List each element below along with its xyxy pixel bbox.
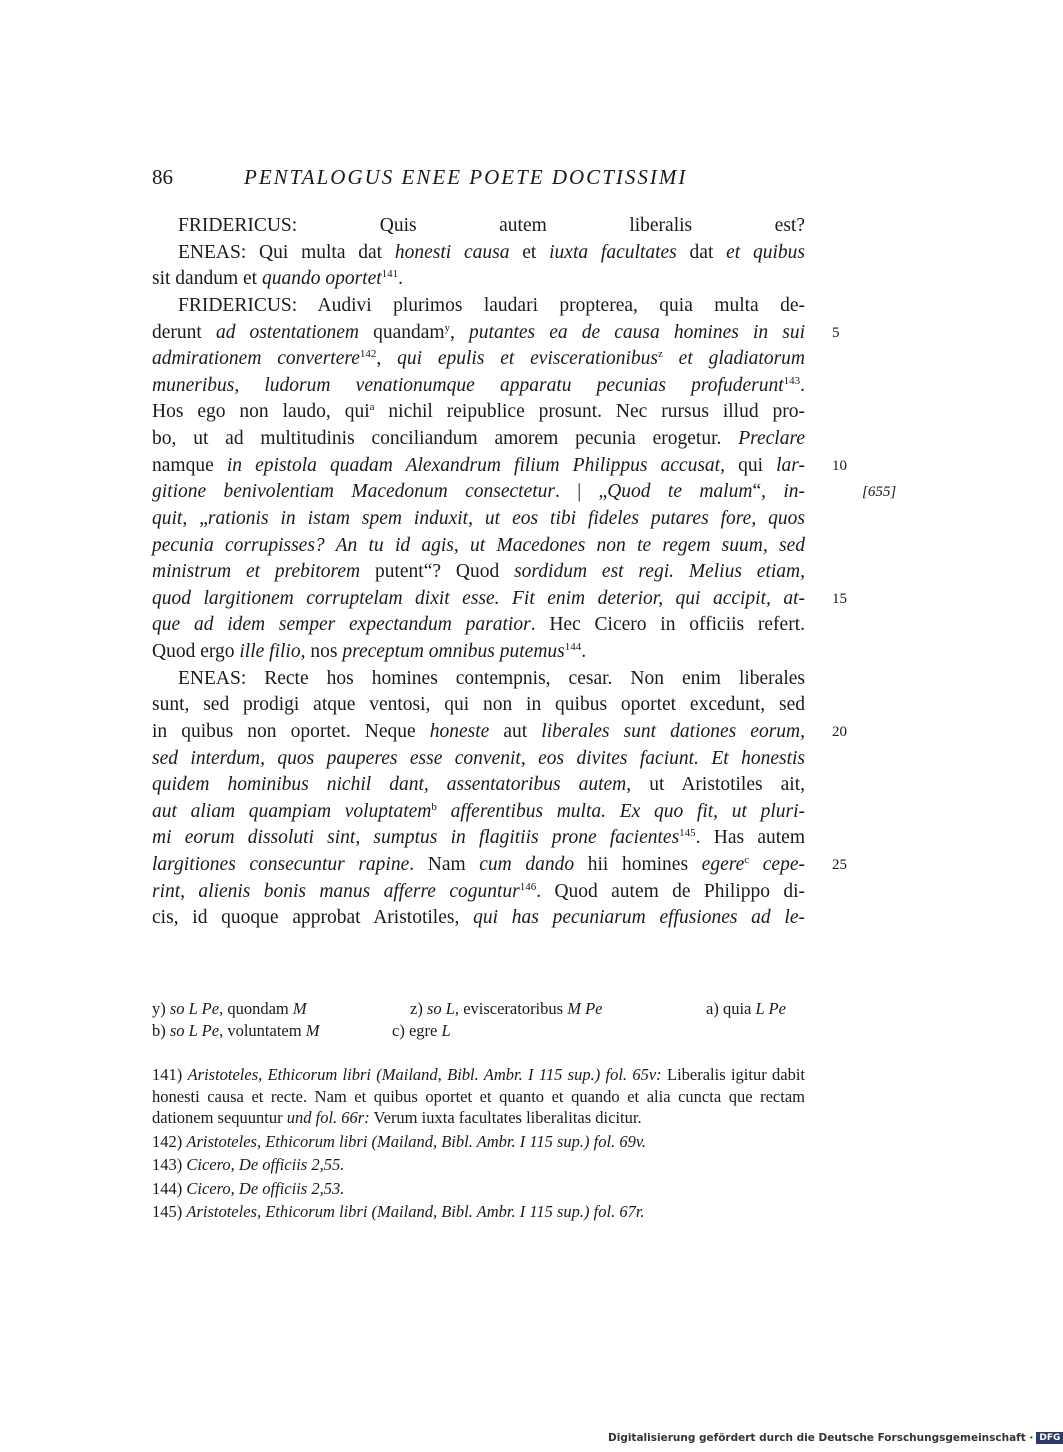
page-number: 86 <box>152 165 173 189</box>
text-line: mi eorum dissoluti sint, sumptus in flagitiis prone facientes$^{145}$. Has autem <box>152 827 805 849</box>
text-line: largitiones consecuntur rapine. Nam cum dando hii homines egere$^c$ cepe- <box>152 854 805 875</box>
text-line: quidem hominibus nichil dant, assentatoribus autem, ut Aristotiles ait, <box>152 774 805 796</box>
running-title: PENTALOGUS ENEE POETE DOCTISSIMI <box>244 165 688 189</box>
text-line: sed interdum, quos pauperes esse convenit, eos divites faciunt. Et honestis <box>152 747 805 769</box>
text-line: sit dandum et quando oportet$^{141}$. <box>152 268 404 290</box>
apparatus-entry: z) so L, evisceratoribus M Pe <box>410 999 603 1018</box>
text-line: derunt ad ostentationem quandam$^y$, putantes ea de causa homines in sui <box>152 321 805 343</box>
footnote: 141) Aristoteles, Ethicorum libri (Mailand, Bibl. Ambr. I 115 sup.) fol. 65v: Liberalis igitur dabit honesti causa et recte. Nam et quibus oportet et quanto et quando et alia cuncta que rectam dationem sequuntur und fol. 66r: Verum iuxta facultates liberalitas dicitur. <box>152 1065 805 1127</box>
text-line: ENEAS: Qui multa dat honesti causa et iuxta facultates dat et quibus <box>178 241 806 263</box>
funding-credit <box>608 1432 1063 1444</box>
text-line: Quod ergo ille filio, nos preceptum omnibus putemus$^{144}$. <box>152 641 587 662</box>
footnotes <box>152 1064 805 1225</box>
text-line: Hos ego non laudo, qui$^a$ nichil reipublice prosunt. Nec rursus illud pro- <box>152 401 805 423</box>
text-line: quod largitionem corruptelam dixit esse. Fit enim deterior, qui accipit, at- <box>152 587 805 609</box>
critical-apparatus <box>152 998 805 1042</box>
text-line: que ad idem semper expectandum paratior. Hec Cicero in officiis refert. <box>152 614 805 636</box>
text-line: FRIDERICUS: Audivi plurimos laudari propterea, quia multa de- <box>178 294 805 316</box>
text-line: FRIDERICUS: Quis autem liberalis est? <box>178 215 805 236</box>
apparatus-row <box>152 1020 805 1042</box>
line-number: 15 <box>832 591 847 607</box>
apparatus-row <box>152 998 805 1020</box>
folio-marker: [655] <box>862 484 897 501</box>
text-line: sunt, sed prodigi atque ventosi, qui non in quibus oportet excedunt, sed <box>152 694 805 716</box>
footnote: 144) Cicero, De officiis 2,53. <box>152 1178 345 1198</box>
apparatus-entry: a) quia L Pe <box>706 999 786 1018</box>
text-line: muneribus, ludorum venationumque apparatu pecunias profuderunt$^{143}$. <box>152 374 805 396</box>
credit-text: Digitalisierung gefördert durch die Deutsche Forschungsgemeinschaft · <box>608 1432 1034 1444</box>
text-line: rint, alienis bonis manus afferre coguntur$^{146}$. Quod autem de Philippo di- <box>152 880 805 902</box>
line-number: 10 <box>832 457 847 474</box>
text-line: namque in epistola quadam Alexandrum filium Philippus accusat, qui lar- <box>152 454 806 476</box>
text-line: pecunia corrupisses? An tu id agis, ut Macedones non te regem suum, sed <box>152 534 805 556</box>
text-line: aut aliam quampiam voluptatem$^b$ afferentibus multa. Ex quo fit, ut pluri- <box>152 800 805 822</box>
apparatus-entry: y) so L Pe, quondam M <box>152 999 307 1018</box>
line-number: 5 <box>832 324 840 341</box>
text-line: ministrum et prebitorem putent“? Quod sordidum est regi. Melius etiam, <box>152 561 805 583</box>
apparatus-entry: c) egre L <box>392 1021 451 1040</box>
text-line: quit, „rationis in istam spem induxit, ut eos tibi fideles putares fore, quos <box>152 507 806 529</box>
dfg-logo-icon: DFG <box>1036 1432 1063 1444</box>
footnote: 142) Aristoteles, Ethicorum libri (Mailand, Bibl. Ambr. I 115 sup.) fol. 69v. <box>152 1131 647 1151</box>
text-line: ENEAS: Recte hos homines contempnis, cesar. Non enim liberales <box>178 667 805 689</box>
footnote: 145) Aristoteles, Ethicorum libri (Mailand, Bibl. Ambr. I 115 sup.) fol. 67r. <box>152 1202 645 1221</box>
text-line: bo, ut ad multitudinis conciliandum amorem pecunia erogetur. Preclare <box>152 428 805 449</box>
line-number: 20 <box>832 724 847 741</box>
line-number: 25 <box>832 857 847 874</box>
apparatus-entry: b) so L Pe, voluntatem M <box>152 1021 320 1040</box>
text-line: cis, id quoque approbat Aristotiles, qui has pecuniarum effusiones ad le- <box>152 907 805 929</box>
main-text <box>152 213 805 932</box>
text-line: gitione benivolentiam Macedonum consectetur. | „Quod te malum“, in- <box>152 481 806 503</box>
text-line: in quibus non oportet. Neque honeste aut liberales sunt dationes eorum, <box>152 720 805 742</box>
text-line: admirationem convertere$^{142}$, qui epulis et eviscerationibus$^z$ et gladiatorum <box>152 348 805 370</box>
footnote: 143) Cicero, De officiis 2,55. <box>152 1155 345 1174</box>
